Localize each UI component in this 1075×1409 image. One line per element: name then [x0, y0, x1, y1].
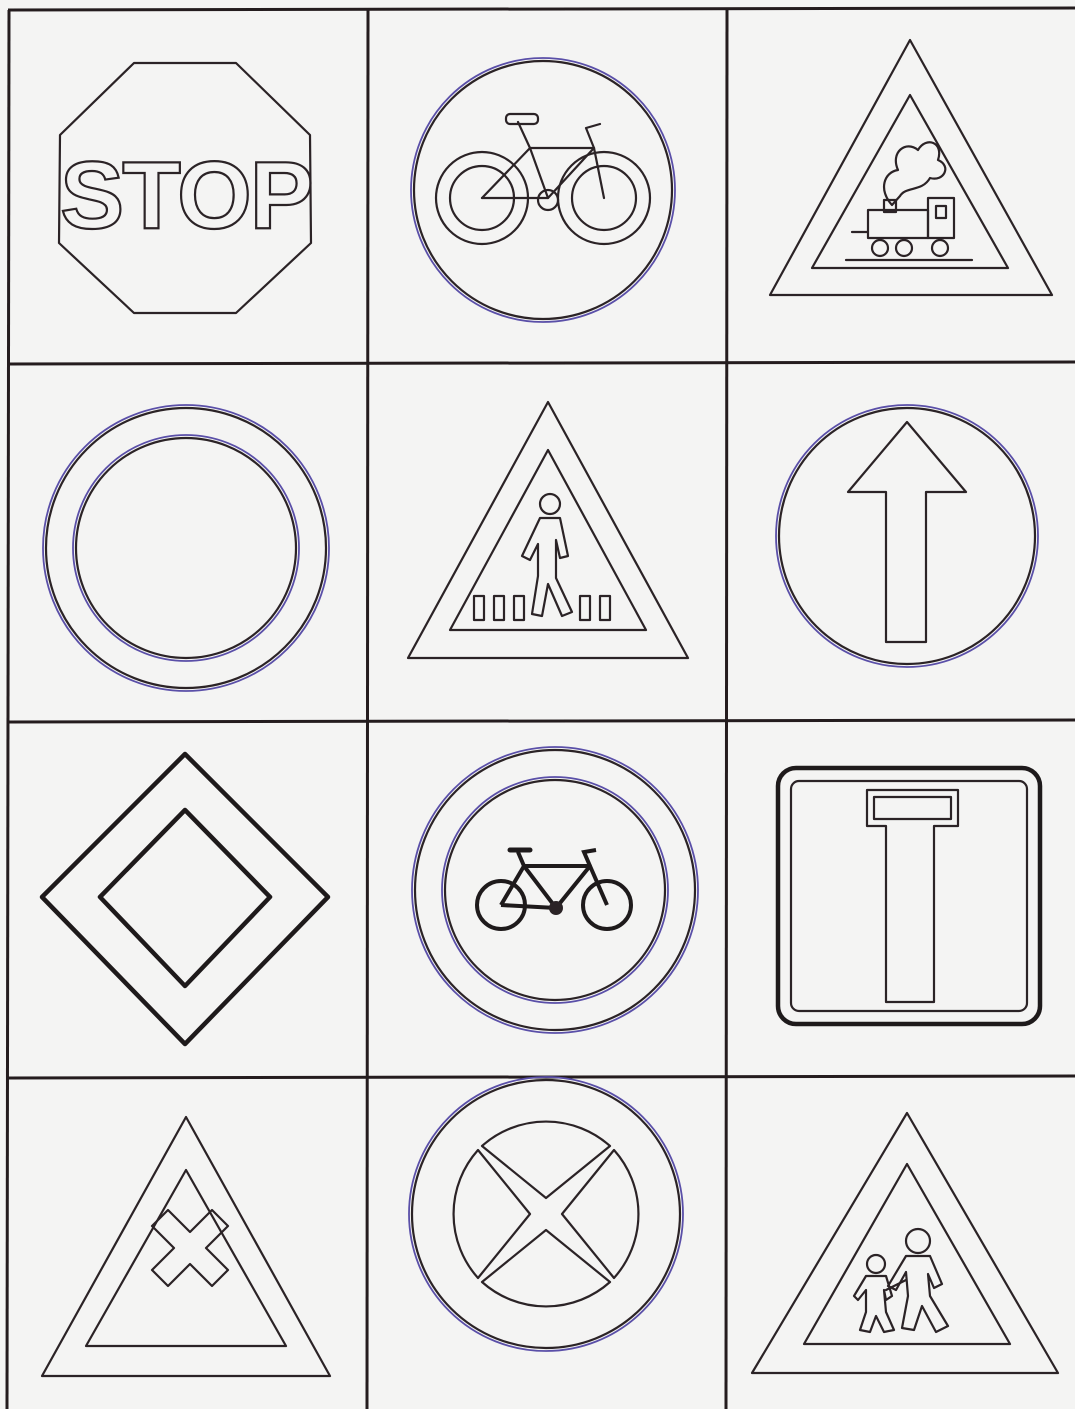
- bicycle-icon: [477, 850, 631, 929]
- steam-train-icon: [846, 142, 972, 260]
- no-stopping-sign: [409, 1077, 683, 1351]
- stop-sign: [59, 63, 312, 313]
- dead-end-t-icon: [867, 790, 958, 1002]
- no-vehicles-sign: [43, 405, 329, 691]
- pedestrian-crossing-sign: [408, 402, 688, 658]
- no-bicycles-sign: [412, 747, 698, 1033]
- pedestrian-icon: [474, 494, 610, 620]
- stop-sign-text: STOP: [60, 142, 312, 249]
- children-icon: [854, 1229, 948, 1332]
- ahead-only-sign: [776, 405, 1038, 667]
- x-cross-icon: [152, 1210, 228, 1286]
- arrow-up-icon: [848, 422, 966, 642]
- priority-road-sign: [42, 754, 328, 1044]
- children-crossing-sign: [752, 1113, 1058, 1373]
- crossroads-warning-sign: [42, 1117, 330, 1376]
- dead-end-sign: [778, 768, 1040, 1024]
- bicycle-icon: [436, 114, 650, 244]
- bicycle-path-sign: [411, 58, 675, 322]
- railway-crossing-sign: [770, 40, 1052, 295]
